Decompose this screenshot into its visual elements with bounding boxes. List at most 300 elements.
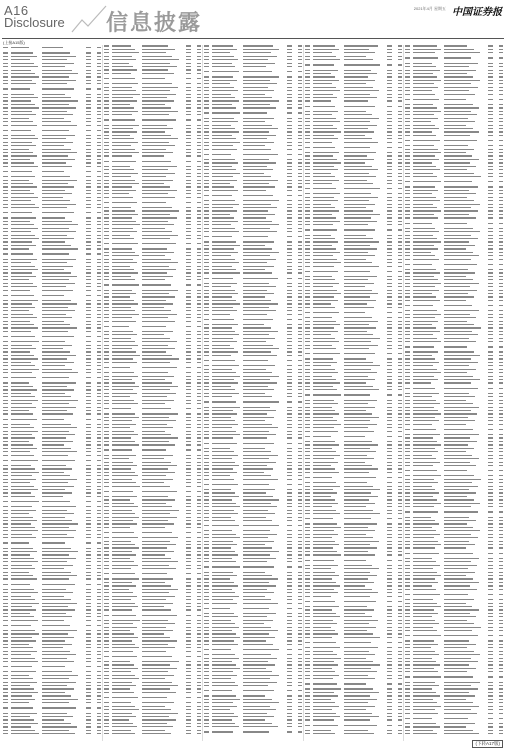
value-cell bbox=[81, 647, 91, 650]
value-cell bbox=[91, 675, 101, 678]
description-cell bbox=[343, 417, 383, 420]
value-cell bbox=[282, 131, 292, 134]
description-cell bbox=[443, 197, 483, 200]
row-number-cell bbox=[104, 310, 112, 313]
fund-name-cell bbox=[212, 278, 242, 281]
fund-name-cell bbox=[313, 279, 343, 282]
value-cell bbox=[81, 121, 91, 124]
description-cell bbox=[242, 465, 282, 468]
fund-name-cell bbox=[313, 420, 343, 423]
value-cell bbox=[483, 272, 493, 275]
row-number-cell bbox=[305, 492, 313, 495]
row-number-cell bbox=[204, 678, 212, 681]
value-cell bbox=[81, 200, 91, 203]
row-number-cell bbox=[204, 166, 212, 169]
value-cell bbox=[382, 147, 392, 150]
row-number-cell bbox=[3, 441, 11, 444]
value-cell bbox=[282, 112, 292, 115]
fund-name-cell bbox=[313, 100, 343, 103]
description-cell bbox=[242, 382, 282, 385]
value-cell bbox=[81, 527, 91, 530]
value-cell bbox=[191, 455, 201, 458]
description-cell bbox=[343, 162, 383, 165]
fund-name-cell bbox=[11, 542, 41, 545]
description-cell bbox=[343, 462, 383, 465]
value-cell bbox=[181, 169, 191, 172]
value-cell bbox=[392, 303, 402, 306]
fund-name-cell bbox=[11, 620, 41, 623]
value-cell bbox=[181, 248, 191, 251]
value-cell bbox=[392, 537, 402, 540]
fund-name-cell bbox=[112, 69, 142, 72]
row-number-cell bbox=[104, 131, 112, 134]
value-cell bbox=[382, 472, 392, 475]
value-cell bbox=[91, 217, 101, 220]
fund-name-cell bbox=[212, 217, 242, 220]
value-cell bbox=[191, 678, 201, 681]
fund-name-cell bbox=[11, 324, 41, 327]
description-cell bbox=[41, 584, 81, 587]
row-number-cell bbox=[204, 83, 212, 86]
description-cell bbox=[141, 59, 181, 62]
description-cell bbox=[141, 221, 181, 224]
row-number-cell bbox=[204, 365, 212, 368]
description-cell bbox=[141, 338, 181, 341]
value-cell bbox=[91, 272, 101, 275]
value-cell bbox=[382, 489, 392, 492]
row-number-cell bbox=[3, 300, 11, 303]
value-cell bbox=[191, 517, 201, 520]
value-cell bbox=[483, 283, 493, 286]
row-number-cell bbox=[3, 107, 11, 110]
value-cell bbox=[81, 166, 91, 169]
description-cell bbox=[343, 668, 383, 671]
row-number-cell bbox=[305, 303, 313, 306]
value-cell bbox=[292, 71, 302, 74]
row-number-cell bbox=[3, 510, 11, 513]
fund-name-cell bbox=[11, 723, 41, 726]
value-cell bbox=[292, 537, 302, 540]
value-cell bbox=[493, 204, 503, 207]
description-cell bbox=[141, 444, 181, 447]
fund-name-cell bbox=[313, 389, 343, 392]
value-cell bbox=[181, 544, 191, 547]
value-cell bbox=[191, 97, 201, 100]
description-cell bbox=[443, 152, 483, 155]
value-cell bbox=[292, 319, 302, 322]
description-cell bbox=[242, 596, 282, 599]
fund-name-cell bbox=[112, 382, 142, 385]
value-cell bbox=[392, 719, 402, 722]
fund-name-cell bbox=[112, 293, 142, 296]
value-cell bbox=[282, 510, 292, 513]
value-cell bbox=[81, 554, 91, 557]
description-cell bbox=[141, 296, 181, 299]
value-cell bbox=[181, 479, 191, 482]
value-cell bbox=[191, 221, 201, 224]
description-cell bbox=[141, 228, 181, 231]
value-cell bbox=[91, 513, 101, 516]
value-cell bbox=[392, 353, 402, 356]
table-column bbox=[203, 45, 304, 741]
description-cell bbox=[141, 513, 181, 516]
value-cell bbox=[181, 656, 191, 659]
value-cell bbox=[91, 314, 101, 317]
row-number-cell bbox=[104, 379, 112, 382]
fund-name-cell bbox=[413, 388, 443, 391]
value-cell bbox=[292, 458, 302, 461]
value-cell bbox=[181, 537, 191, 540]
description-cell bbox=[141, 506, 181, 509]
value-cell bbox=[191, 149, 201, 152]
value-cell bbox=[81, 496, 91, 499]
value-cell bbox=[191, 252, 201, 255]
row-number-cell bbox=[3, 424, 11, 427]
value-cell bbox=[292, 671, 302, 674]
row-number-cell bbox=[405, 145, 413, 148]
description-cell bbox=[242, 245, 282, 248]
description-cell bbox=[242, 468, 282, 471]
row-number-cell bbox=[104, 266, 112, 269]
row-number-cell bbox=[305, 616, 313, 619]
fund-name-cell bbox=[313, 300, 343, 303]
fund-name-cell bbox=[413, 125, 443, 128]
value-cell bbox=[282, 496, 292, 499]
row-number-cell bbox=[405, 276, 413, 279]
row-number-cell bbox=[405, 252, 413, 255]
value-cell bbox=[292, 207, 302, 210]
table-row bbox=[103, 73, 203, 76]
row-number-cell bbox=[104, 190, 112, 193]
value-cell bbox=[91, 606, 101, 609]
fund-name-cell bbox=[11, 56, 41, 59]
row-number-cell bbox=[3, 145, 11, 148]
fund-name-cell bbox=[11, 317, 41, 320]
row-number-cell bbox=[305, 489, 313, 492]
value-cell bbox=[91, 372, 101, 375]
value-cell bbox=[382, 424, 392, 427]
description-cell bbox=[41, 183, 81, 186]
fund-name-cell bbox=[313, 64, 343, 67]
row-number-cell bbox=[104, 355, 112, 358]
value-cell bbox=[493, 94, 503, 97]
row-number-cell bbox=[3, 393, 11, 396]
table-row bbox=[203, 231, 303, 234]
row-number-cell bbox=[204, 592, 212, 595]
value-cell bbox=[181, 716, 191, 719]
row-number-cell bbox=[3, 654, 11, 657]
row-number-cell bbox=[305, 458, 313, 461]
value-cell bbox=[392, 286, 402, 289]
value-cell bbox=[81, 107, 91, 110]
description-cell bbox=[443, 204, 483, 207]
row-number-cell bbox=[305, 345, 313, 348]
description-cell bbox=[443, 376, 483, 379]
value-cell bbox=[483, 52, 493, 55]
value-cell bbox=[292, 138, 302, 141]
fund-name-cell bbox=[413, 355, 443, 358]
value-cell bbox=[81, 56, 91, 59]
description-cell bbox=[242, 169, 282, 172]
row-number-cell bbox=[305, 730, 313, 733]
value-cell bbox=[392, 56, 402, 59]
row-number-cell bbox=[3, 180, 11, 183]
fund-name-cell bbox=[11, 506, 41, 509]
row-number-cell bbox=[104, 348, 112, 351]
row-number-cell bbox=[204, 255, 212, 258]
fund-name-cell bbox=[212, 324, 242, 327]
row-number-cell bbox=[3, 83, 11, 86]
description-cell bbox=[141, 94, 181, 97]
value-cell bbox=[382, 334, 392, 337]
fund-name-cell bbox=[112, 479, 142, 482]
fund-name-cell bbox=[212, 121, 242, 124]
description-cell bbox=[443, 104, 483, 107]
description-cell bbox=[41, 640, 81, 643]
row-number-cell bbox=[3, 104, 11, 107]
value-cell bbox=[292, 575, 302, 578]
value-cell bbox=[382, 296, 392, 299]
value-cell bbox=[181, 149, 191, 152]
fund-name-cell bbox=[413, 131, 443, 134]
value-cell bbox=[191, 382, 201, 385]
description-cell bbox=[141, 276, 181, 279]
row-number-cell bbox=[305, 97, 313, 100]
value-cell bbox=[91, 83, 101, 86]
fund-name-cell bbox=[313, 513, 343, 516]
value-cell bbox=[292, 45, 302, 48]
value-cell bbox=[191, 589, 201, 592]
row-number-cell bbox=[3, 413, 11, 416]
fund-name-cell bbox=[112, 506, 142, 509]
value-cell bbox=[382, 376, 392, 379]
fund-name-cell bbox=[112, 706, 142, 709]
description-cell bbox=[41, 369, 81, 372]
value-cell bbox=[292, 166, 302, 169]
row-number-cell bbox=[3, 523, 11, 526]
fund-name-cell bbox=[313, 568, 343, 571]
row-number-cell bbox=[104, 661, 112, 664]
description-cell bbox=[443, 324, 483, 327]
value-cell bbox=[292, 503, 302, 506]
fund-name-cell bbox=[112, 269, 142, 272]
value-cell bbox=[292, 407, 302, 410]
value-cell bbox=[91, 682, 101, 685]
fund-name-cell bbox=[11, 517, 41, 520]
fund-name-cell bbox=[112, 379, 142, 382]
row-number-cell bbox=[204, 525, 212, 528]
value-cell bbox=[483, 162, 493, 165]
fund-name-cell bbox=[212, 307, 242, 310]
table-row bbox=[2, 372, 102, 375]
row-number-cell bbox=[305, 596, 313, 599]
table-row bbox=[2, 581, 102, 588]
description-cell bbox=[141, 259, 181, 262]
fund-name-cell bbox=[212, 283, 242, 286]
description-cell bbox=[41, 630, 81, 633]
fund-name-cell bbox=[11, 118, 41, 121]
row-number-cell bbox=[305, 283, 313, 286]
description-cell bbox=[242, 664, 282, 667]
description-cell bbox=[242, 166, 282, 169]
fund-name-cell bbox=[313, 142, 343, 145]
row-number-cell bbox=[204, 566, 212, 569]
row-number-cell bbox=[405, 125, 413, 128]
description-cell bbox=[242, 386, 282, 389]
row-number-cell bbox=[305, 300, 313, 303]
fund-name-cell bbox=[212, 644, 242, 647]
fund-name-cell bbox=[112, 142, 142, 145]
value-cell bbox=[91, 365, 101, 368]
fund-name-cell bbox=[313, 106, 343, 109]
value-cell bbox=[392, 138, 402, 141]
value-cell bbox=[282, 145, 292, 148]
description-cell bbox=[141, 640, 181, 643]
row-number-cell bbox=[204, 45, 212, 48]
value-cell bbox=[483, 149, 493, 152]
description-cell bbox=[41, 321, 81, 324]
description-cell bbox=[41, 162, 81, 165]
fund-name-cell bbox=[11, 647, 41, 650]
fund-name-cell bbox=[212, 59, 242, 62]
fund-name-cell bbox=[112, 186, 142, 189]
value-cell bbox=[191, 420, 201, 423]
table-row bbox=[103, 241, 203, 248]
fund-name-cell bbox=[313, 293, 343, 296]
value-cell bbox=[382, 128, 392, 131]
value-cell bbox=[81, 726, 91, 729]
row-number-cell bbox=[104, 66, 112, 69]
fund-name-cell bbox=[313, 699, 343, 702]
value-cell bbox=[483, 372, 493, 375]
fund-name-cell bbox=[112, 262, 142, 265]
description-cell bbox=[41, 59, 81, 62]
description-cell bbox=[41, 70, 81, 73]
issue-date: 2021年4月 星期五 bbox=[413, 6, 446, 11]
fund-name-cell bbox=[11, 66, 41, 69]
fund-name-cell bbox=[11, 431, 41, 434]
fund-name-cell bbox=[313, 210, 343, 213]
value-cell bbox=[181, 661, 191, 664]
value-cell bbox=[382, 106, 392, 109]
fund-name-cell bbox=[313, 506, 343, 509]
value-cell bbox=[191, 592, 201, 595]
row-number-cell bbox=[3, 448, 11, 451]
value-cell bbox=[493, 241, 503, 244]
value-cell bbox=[181, 713, 191, 716]
fund-name-cell bbox=[313, 382, 343, 385]
value-cell bbox=[91, 537, 101, 540]
value-cell bbox=[191, 243, 201, 246]
fund-name-cell bbox=[11, 630, 41, 633]
fund-name-cell bbox=[11, 407, 41, 410]
value-cell bbox=[91, 186, 101, 189]
value-cell bbox=[282, 592, 292, 595]
value-cell bbox=[91, 88, 101, 91]
description-cell bbox=[443, 290, 483, 293]
value-cell bbox=[181, 582, 191, 585]
row-number-cell bbox=[204, 658, 212, 661]
row-number-cell bbox=[204, 63, 212, 66]
value-cell bbox=[81, 253, 91, 256]
fund-name-cell bbox=[313, 706, 343, 709]
fund-name-cell bbox=[11, 341, 41, 344]
row-number-cell bbox=[405, 186, 413, 189]
description-cell bbox=[343, 300, 383, 303]
value-cell bbox=[382, 279, 392, 282]
value-cell bbox=[282, 351, 292, 354]
description-cell bbox=[141, 551, 181, 554]
value-cell bbox=[191, 284, 201, 287]
row-number-cell bbox=[104, 599, 112, 602]
value-cell bbox=[191, 69, 201, 72]
row-number-cell bbox=[305, 90, 313, 93]
value-cell bbox=[483, 235, 493, 238]
value-cell bbox=[493, 286, 503, 289]
value-cell bbox=[292, 56, 302, 59]
value-cell bbox=[282, 262, 292, 265]
value-cell bbox=[392, 49, 402, 52]
row-number-cell bbox=[204, 424, 212, 427]
description-cell bbox=[343, 623, 383, 626]
row-number-cell bbox=[3, 94, 11, 97]
value-cell bbox=[382, 420, 392, 423]
value-cell bbox=[81, 382, 91, 385]
fund-name-cell bbox=[212, 266, 242, 269]
description-cell bbox=[141, 582, 181, 585]
fund-name-cell bbox=[313, 365, 343, 368]
table-row bbox=[103, 733, 203, 736]
description-cell bbox=[242, 407, 282, 410]
value-cell bbox=[292, 685, 302, 688]
value-cell bbox=[91, 625, 101, 628]
value-cell bbox=[292, 90, 302, 93]
fund-name-cell bbox=[313, 217, 343, 220]
value-cell bbox=[282, 210, 292, 213]
value-cell bbox=[282, 266, 292, 269]
fund-name-cell bbox=[212, 94, 242, 97]
description-cell bbox=[443, 131, 483, 134]
description-cell bbox=[242, 241, 282, 244]
description-cell bbox=[443, 331, 483, 334]
value-cell bbox=[181, 314, 191, 317]
fund-name-cell bbox=[413, 197, 443, 200]
value-cell bbox=[91, 465, 101, 468]
value-cell bbox=[181, 389, 191, 392]
value-cell bbox=[191, 671, 201, 674]
value-cell bbox=[292, 616, 302, 619]
fund-name-cell bbox=[212, 534, 242, 537]
row-number-cell bbox=[305, 286, 313, 289]
row-number-cell bbox=[3, 468, 11, 471]
value-cell bbox=[181, 437, 191, 440]
fund-name-cell bbox=[212, 554, 242, 557]
value-cell bbox=[382, 121, 392, 124]
value-cell bbox=[292, 649, 302, 652]
value-cell bbox=[292, 142, 302, 145]
value-cell bbox=[191, 408, 201, 411]
row-number-cell bbox=[204, 599, 212, 602]
value-cell bbox=[91, 451, 101, 454]
value-cell bbox=[191, 266, 201, 269]
description-cell bbox=[443, 321, 483, 324]
fund-name-cell bbox=[112, 513, 142, 516]
fund-name-cell bbox=[313, 482, 343, 485]
value-cell bbox=[292, 465, 302, 468]
value-cell bbox=[181, 449, 191, 452]
value-cell bbox=[392, 444, 402, 447]
description-cell bbox=[141, 647, 181, 650]
